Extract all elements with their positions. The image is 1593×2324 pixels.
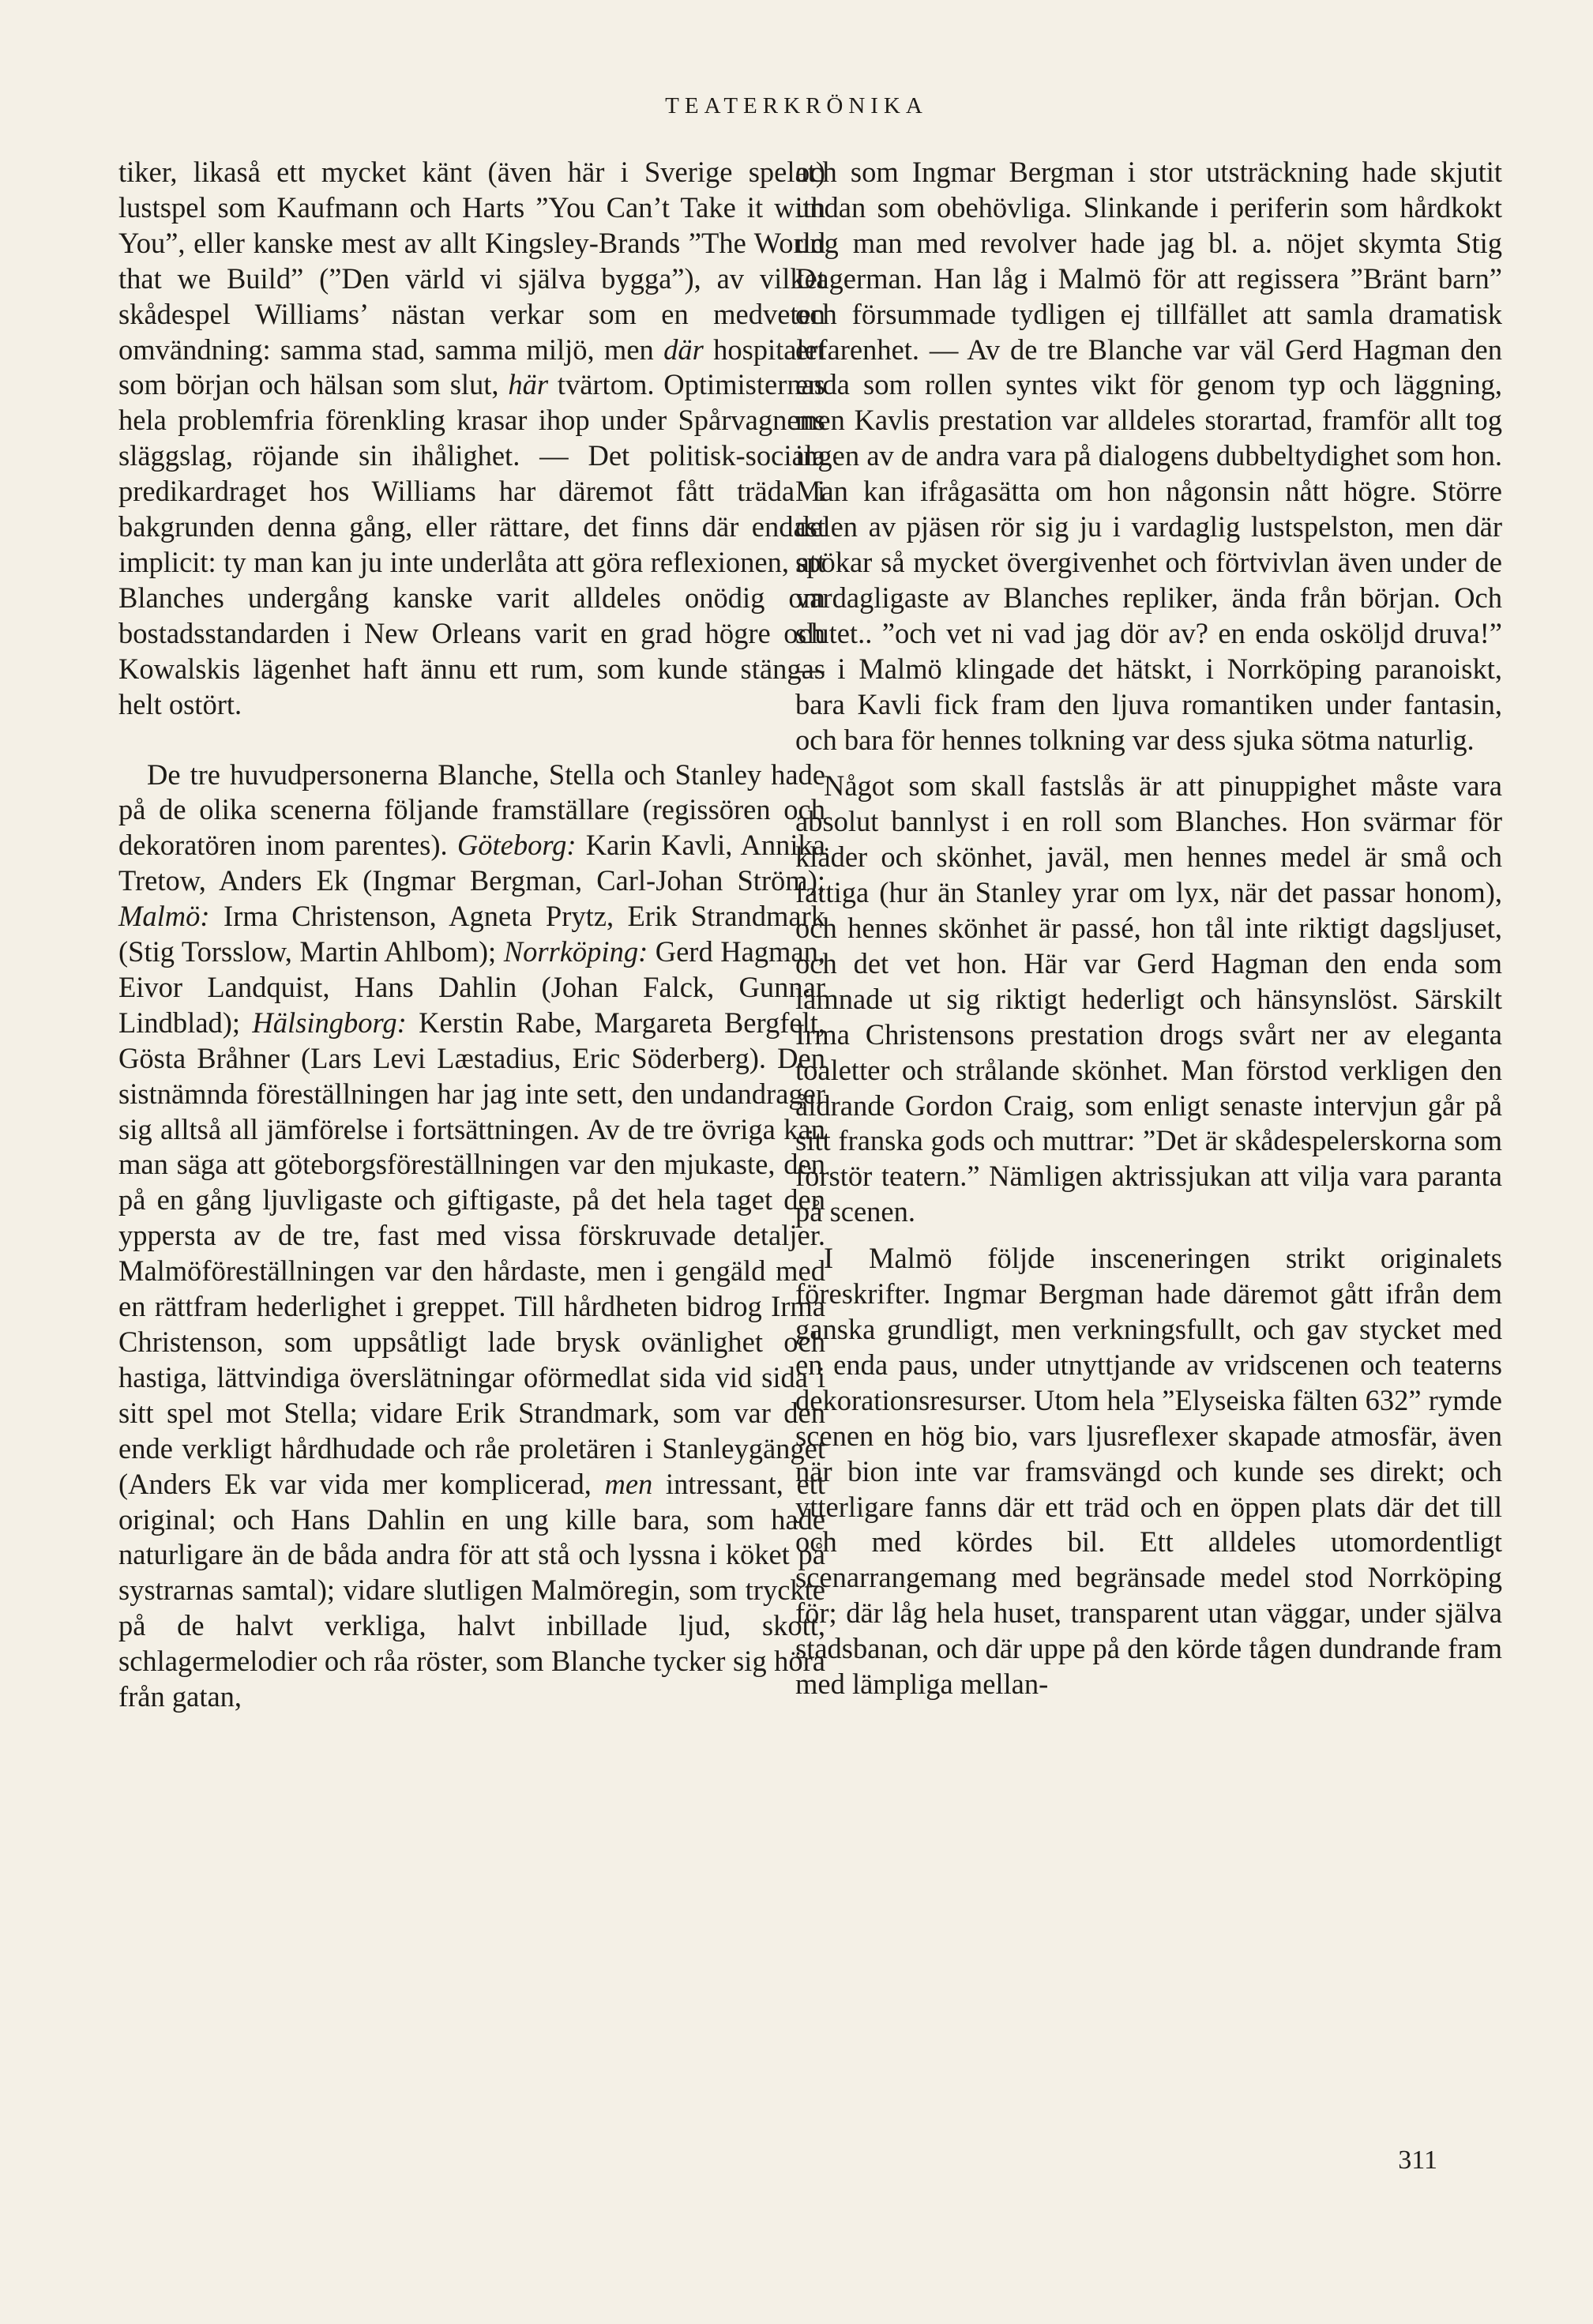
paragraph <box>795 769 1502 1230</box>
italic-text: här <box>508 368 549 401</box>
italic-text: men <box>604 1467 653 1500</box>
italic-text: där <box>663 333 704 366</box>
paragraph <box>795 155 1502 758</box>
text-run: hospitalet som början och hälsan som slut, <box>118 333 825 401</box>
text-run: Kerstin Rabe, Margareta Bergfelt, Gösta Bråhner (Lars Levi Læstadius, Eric Söderberg). Den sistnämnda föreställningen har jag inte sett, den undandrager sig alltså all jämförelse i fortsättningen. Av de tre övriga kan man säga att göteborgsföreställningen var den mjukaste, den på en gång ljuvligaste och giftigaste, på det hela taget den yppersta av de tre, fast med vissa förskruvade detaljer. Malmöföreställningen var den hårdaste, men i gengäld med en rättfram hederlighet i greppet. Till hårdheten bidrog Irma Christenson, som uppsåtligt lade brysk ovänlighet och hastiga, lättvindiga överslätningar oförmedlat sida vid sida i sitt spel mot Stella; vidare Erik Strandmark, som var den ende verkligt hårdhudade och råe proletären i Stanleygänget (Anders Ek var vida mer komplicerad, <box>118 1006 825 1500</box>
paragraph <box>118 758 825 1715</box>
text-run: Något som skall fastslås är att pinuppighet måste vara absolut bannlyst i en roll som Blanches. Hon svärmar för kläder och skönhet, javäl, men hennes medel är små och fattiga (hur än Stanley yrar om lyx, när det passar honom), och hennes skönhet är passé, hon tål inte riktigt dagsljuset, och det vet hon. Här var Gerd Hagman den enda som lämnade ut sig riktigt hederligt och hänsynslöst. Särskilt Irma Christensons prestation drogs svårt ner av eleganta toaletter och strålande skönhet. Man förstod verkligen den åldrande Gordon Craig, som enligt senaste intervjun går på sitt franska gods och muttrar: ”Det är skådespelerskorna som förstör teatern.” Nämligen aktrissjukan att vilja vara paranta på scenen. <box>795 769 1502 1228</box>
running-header: TEATERKRÖNIKA <box>665 93 928 118</box>
paragraph <box>795 1241 1502 1702</box>
text-run: Karin Kavli, Annika Tretow, Anders Ek (Ingmar Bergman, Carl-Johan Ström); <box>118 829 826 897</box>
italic-text: Göteborg: <box>456 829 577 862</box>
text-run: intressant, ett original; och Hans Dahlin en ung kille bara, som hade naturligare än de båda andra för att stå och lyssna i köket på systrarnas samtal); vidare slutligen Malmöregin, som tryckte på de halvt verkliga, halvt inbillade ljud, skott, schlagermelodier och råa röster, som Blanche tycker sig höra från gatan, <box>118 1467 825 1713</box>
paragraph <box>118 155 825 723</box>
text-run: tiker, likaså ett mycket känt (även här i Sverige spelat) lustspel som Kaufmann och Harts ”You Can’t Take it with You”, eller kanske mest av allt Kingsley-Brands ”The World that we Build” (”Den värld vi själva bygga”), av vilket skådespel Williams’ nästan verkar som en medveten omvändning: samma stad, samma miljö, men <box>118 156 825 366</box>
left-column <box>118 155 825 1715</box>
italic-text: Norrköping: <box>503 935 648 968</box>
right-column <box>795 155 1502 1702</box>
text-run: De tre huvudpersonerna Blanche, Stella och Stanley hade på de olika scenerna följande framställare (regissören och dekoratören inom parentes). <box>118 758 825 862</box>
text-run: I Malmö följde insceneringen strikt originalets föreskrifter. Ingmar Bergman hade däremot gått ifrån dem ganska grundligt, men verkningsfullt, och gav stycket med en enda paus, under utnyttjande av vridscenen och teaterns dekorationsresurser. Utom hela ”Elyseiska fälten 632” rymde scenen en hög bio, vars ljusreflexer skapade atmosfär, även när bion inte var framsvängd och kunde ses direkt; och ytterligare fanns där ett träd och en öppen plats där det till och med kördes bil. Ett alldeles utomordentligt scenarrangemang med begränsade medel stod Norrköping för; där låg hela huset, transparent utan väggar, under själva stadsbanan, och där uppe på den körde tågen dundrande fram med lämpliga mellan- <box>795 1242 1502 1701</box>
text-run: tvärtom. Optimisternas hela problemfria förenkling krasar ihop under Spårvagnens släggslag, röjande sin ihålighet. — Det politisk-sociala predikardraget hos Williams har däremot fått träda i bakgrunden denna gång, eller rättare, det finns där endast implicit: ty man kan ju inte underlåta att göra reflexionen, att Blanches undergång kanske varit alldeles onödig om bostadsstandarden i New Orleans varit en grad högre och Kowalskis lägenhet haft ännu ett rum, som kunde stängas helt ostört. <box>118 368 826 720</box>
page-number: 311 <box>1398 2145 1437 2175</box>
text-run: Gerd Hagman, Eivor Landquist, Hans Dahlin (Johan Falck, Gunnar Lindblad); <box>118 935 825 1039</box>
italic-text: Hälsingborg: <box>252 1006 407 1039</box>
italic-text: Malmö: <box>118 900 210 933</box>
text-run: Irma Christenson, Agneta Prytz, Erik Strandmark (Stig Torsslow, Martin Ahlbom); <box>118 900 825 968</box>
text-run: och som Ingmar Bergman i stor utsträckning hade skjutit undan som obehövliga. Slinkande i periferin som hårdkokt ung man med revolver hade jag bl. a. nöjet skymta Stig Dagerman. Han låg i Malmö för att regissera ”Bränt barn” och försummade tydligen ej tillfället att samla dramatisk erfarenhet. — Av de tre Blanche var väl Gerd Hagman den enda som rollen syntes vikt för genom typ och läggning, men Kavlis prestation var alldeles storartad, framför allt tog ingen av de andra vara på dialogens dubbeltydighet som hon. Man kan ifrågasätta om hon någonsin nått högre. Större delen av pjäsen rör sig ju i vardaglig lustspelston, men där spökar så mycket övergivenhet och förtvivlan även under de vardagligaste av Blanches repliker, ända från början. Och slutet.. ”och vet ni vad jag dör av? en enda osköljd druva!” — i Malmö klingade det hätskt, i Norrköping paranoiskt, bara Kavli fick fram den ljuva romantiken under fantasin, och bara för hennes tolkning var dess sjuka sötma naturlig. <box>795 156 1502 756</box>
